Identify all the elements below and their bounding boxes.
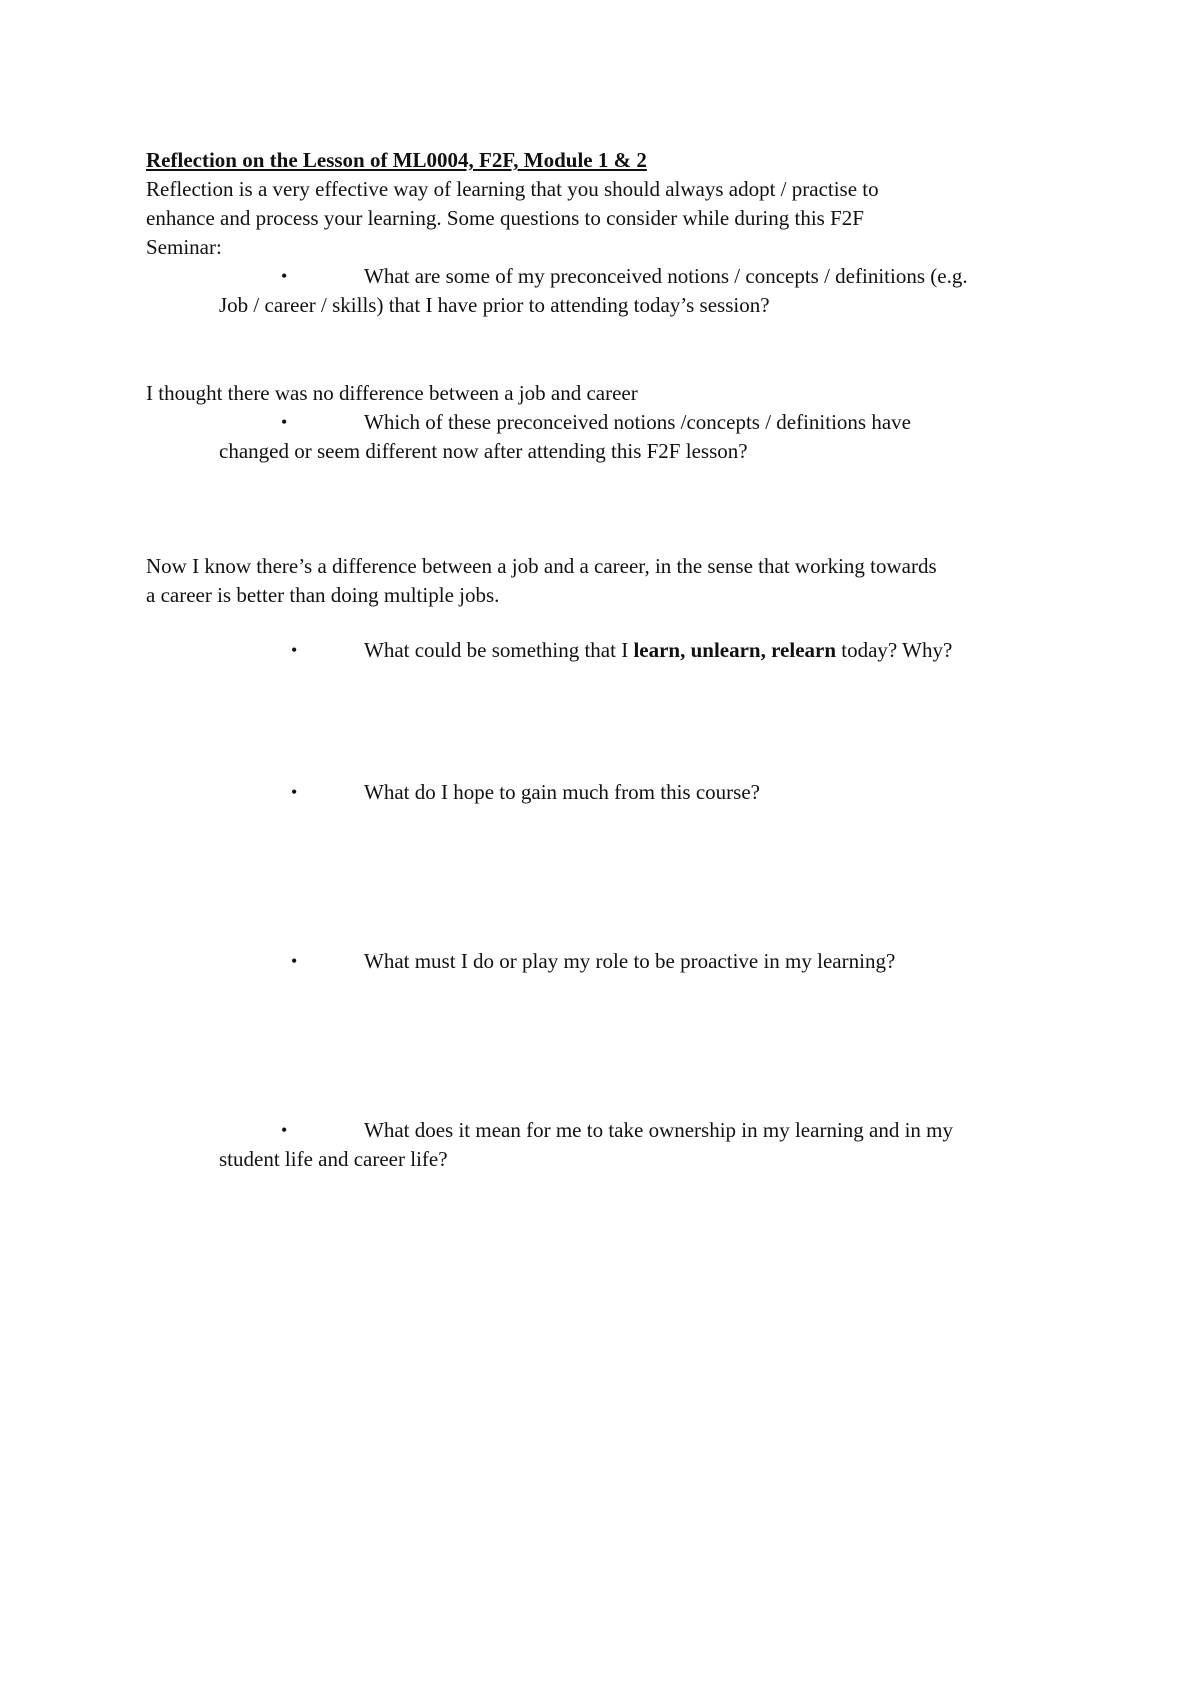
bullet-icon: • [291,640,298,660]
intro-line: Reflection is a very effective way of learning that you should always adopt / practise to [146,177,879,201]
bullet-icon: • [281,412,288,432]
question-2-line: Which of these preconceived notions /concepts / definitions have [364,410,911,434]
bullet-icon: • [291,782,298,802]
document-title: Reflection on the Lesson of ML0004, F2F, Module 1 & 2 [146,148,647,172]
answer-2-line: Now I know there’s a difference between a job and a career, in the sense that working towards [146,554,937,578]
bullet-icon: • [291,951,298,971]
question-3-bold-text: learn, unlearn, relearn [633,638,837,662]
question-6-line: student life and career life? [219,1147,448,1171]
question-6-line: What does it mean for me to take ownership in my learning and in my [364,1118,954,1142]
question-1-line: What are some of my preconceived notions / concepts / definitions (e.g. [364,264,968,288]
question-4-line: What do I hope to gain much from this course? [364,780,760,804]
question-3-line [364,636,952,665]
question-1-line: Job / career / skills) that I have prior to attending today’s session? [219,293,770,317]
bullet-icon: • [281,1120,288,1140]
intro-line: Seminar: [146,235,222,259]
intro-line: enhance and process your learning. Some questions to consider while during this F2F [146,206,864,230]
question-3-text-before: What could be something that I [364,638,634,662]
answer-2-line: a career is better than doing multiple jobs. [146,583,500,607]
bullet-icon: • [281,266,288,286]
question-2-line: changed or seem different now after attending this F2F lesson? [219,439,748,463]
question-5-line: What must I do or play my role to be proactive in my learning? [364,949,896,973]
question-3-text-after: today? Why? [836,638,953,662]
answer-1-line: I thought there was no difference between a job and career [146,381,638,405]
